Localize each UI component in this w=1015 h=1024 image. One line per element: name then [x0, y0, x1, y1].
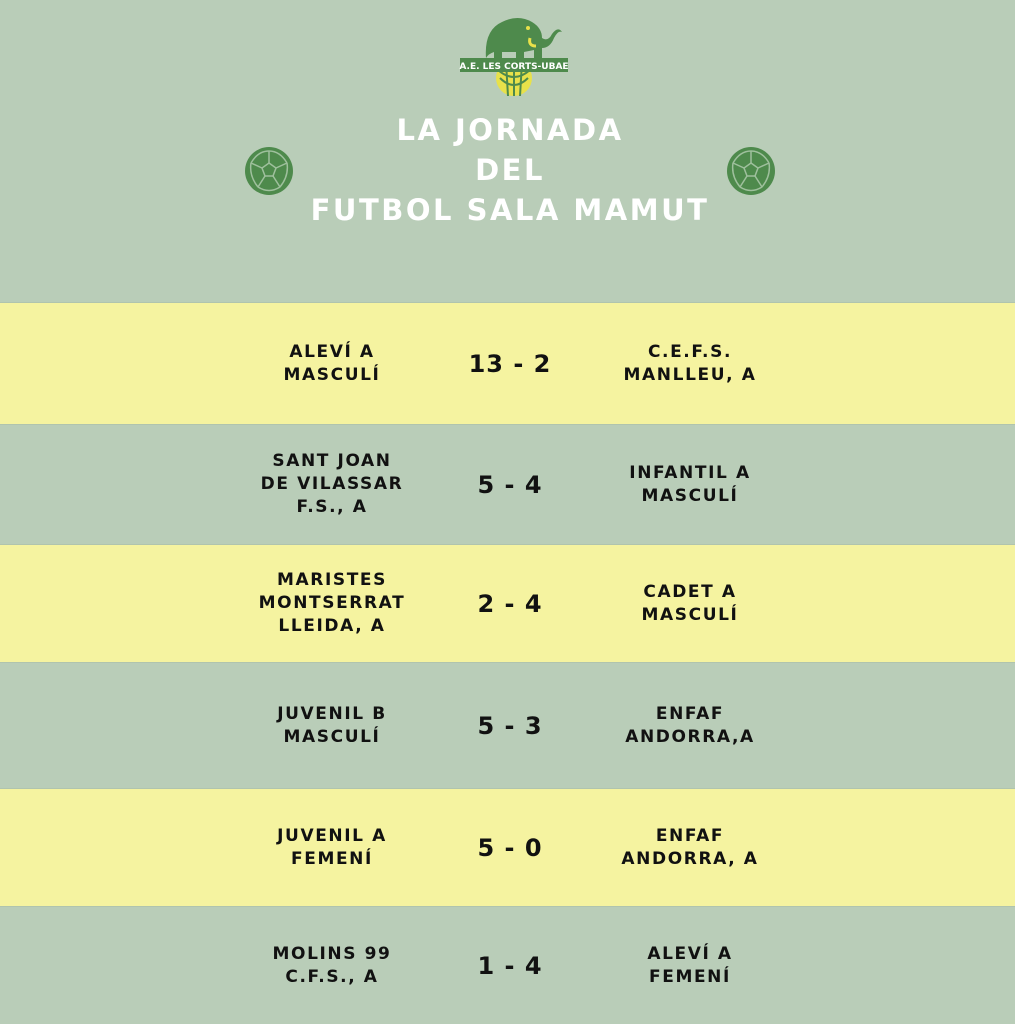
match-score: 2 - 4 — [477, 589, 543, 618]
logo-text: A.E. LES CORTS-UBAE — [459, 62, 569, 72]
match-score: 13 - 2 — [468, 349, 552, 378]
title-line: DEL — [475, 153, 545, 187]
away-team: C.E.F.S. MANLLEU, A — [623, 341, 757, 385]
home-team: SANT JOAN DE VILASSAR F.S., A — [260, 451, 404, 517]
match-score: 5 - 4 — [477, 470, 543, 499]
home-team: MARISTES MONTSERRAT LLEIDA, A — [258, 570, 406, 636]
home-team: JUVENIL B MASCULÍ — [277, 703, 387, 747]
match-score: 1 - 4 — [477, 951, 543, 980]
match-row — [0, 544, 1015, 662]
away-team: ENFAF ANDORRA,A — [625, 703, 755, 747]
results-list — [0, 302, 1015, 1024]
header — [0, 0, 1015, 302]
away-team: ALEVÍ A FEMENÍ — [647, 943, 733, 987]
match-score: 5 - 0 — [477, 833, 543, 862]
away-team: CADET A MASCULÍ — [641, 581, 739, 625]
match-score: 5 - 3 — [477, 711, 543, 740]
match-row — [0, 662, 1015, 788]
title-line: FUTBOL SALA MAMUT — [310, 193, 710, 227]
home-team: JUVENIL A FEMENÍ — [277, 825, 387, 869]
match-row — [0, 788, 1015, 906]
away-team: ENFAF ANDORRA, A — [621, 825, 759, 869]
home-team: ALEVÍ A MASCULÍ — [283, 341, 381, 385]
match-row — [0, 302, 1015, 424]
match-row — [0, 906, 1015, 1024]
match-row — [0, 424, 1015, 544]
away-team: INFANTIL A MASCULÍ — [629, 462, 751, 506]
title-line: LA JORNADA — [396, 113, 624, 147]
mammoth-logo-icon — [458, 8, 570, 96]
home-team: MOLINS 99 C.F.S., A — [272, 943, 392, 987]
page-title — [257, 110, 763, 230]
